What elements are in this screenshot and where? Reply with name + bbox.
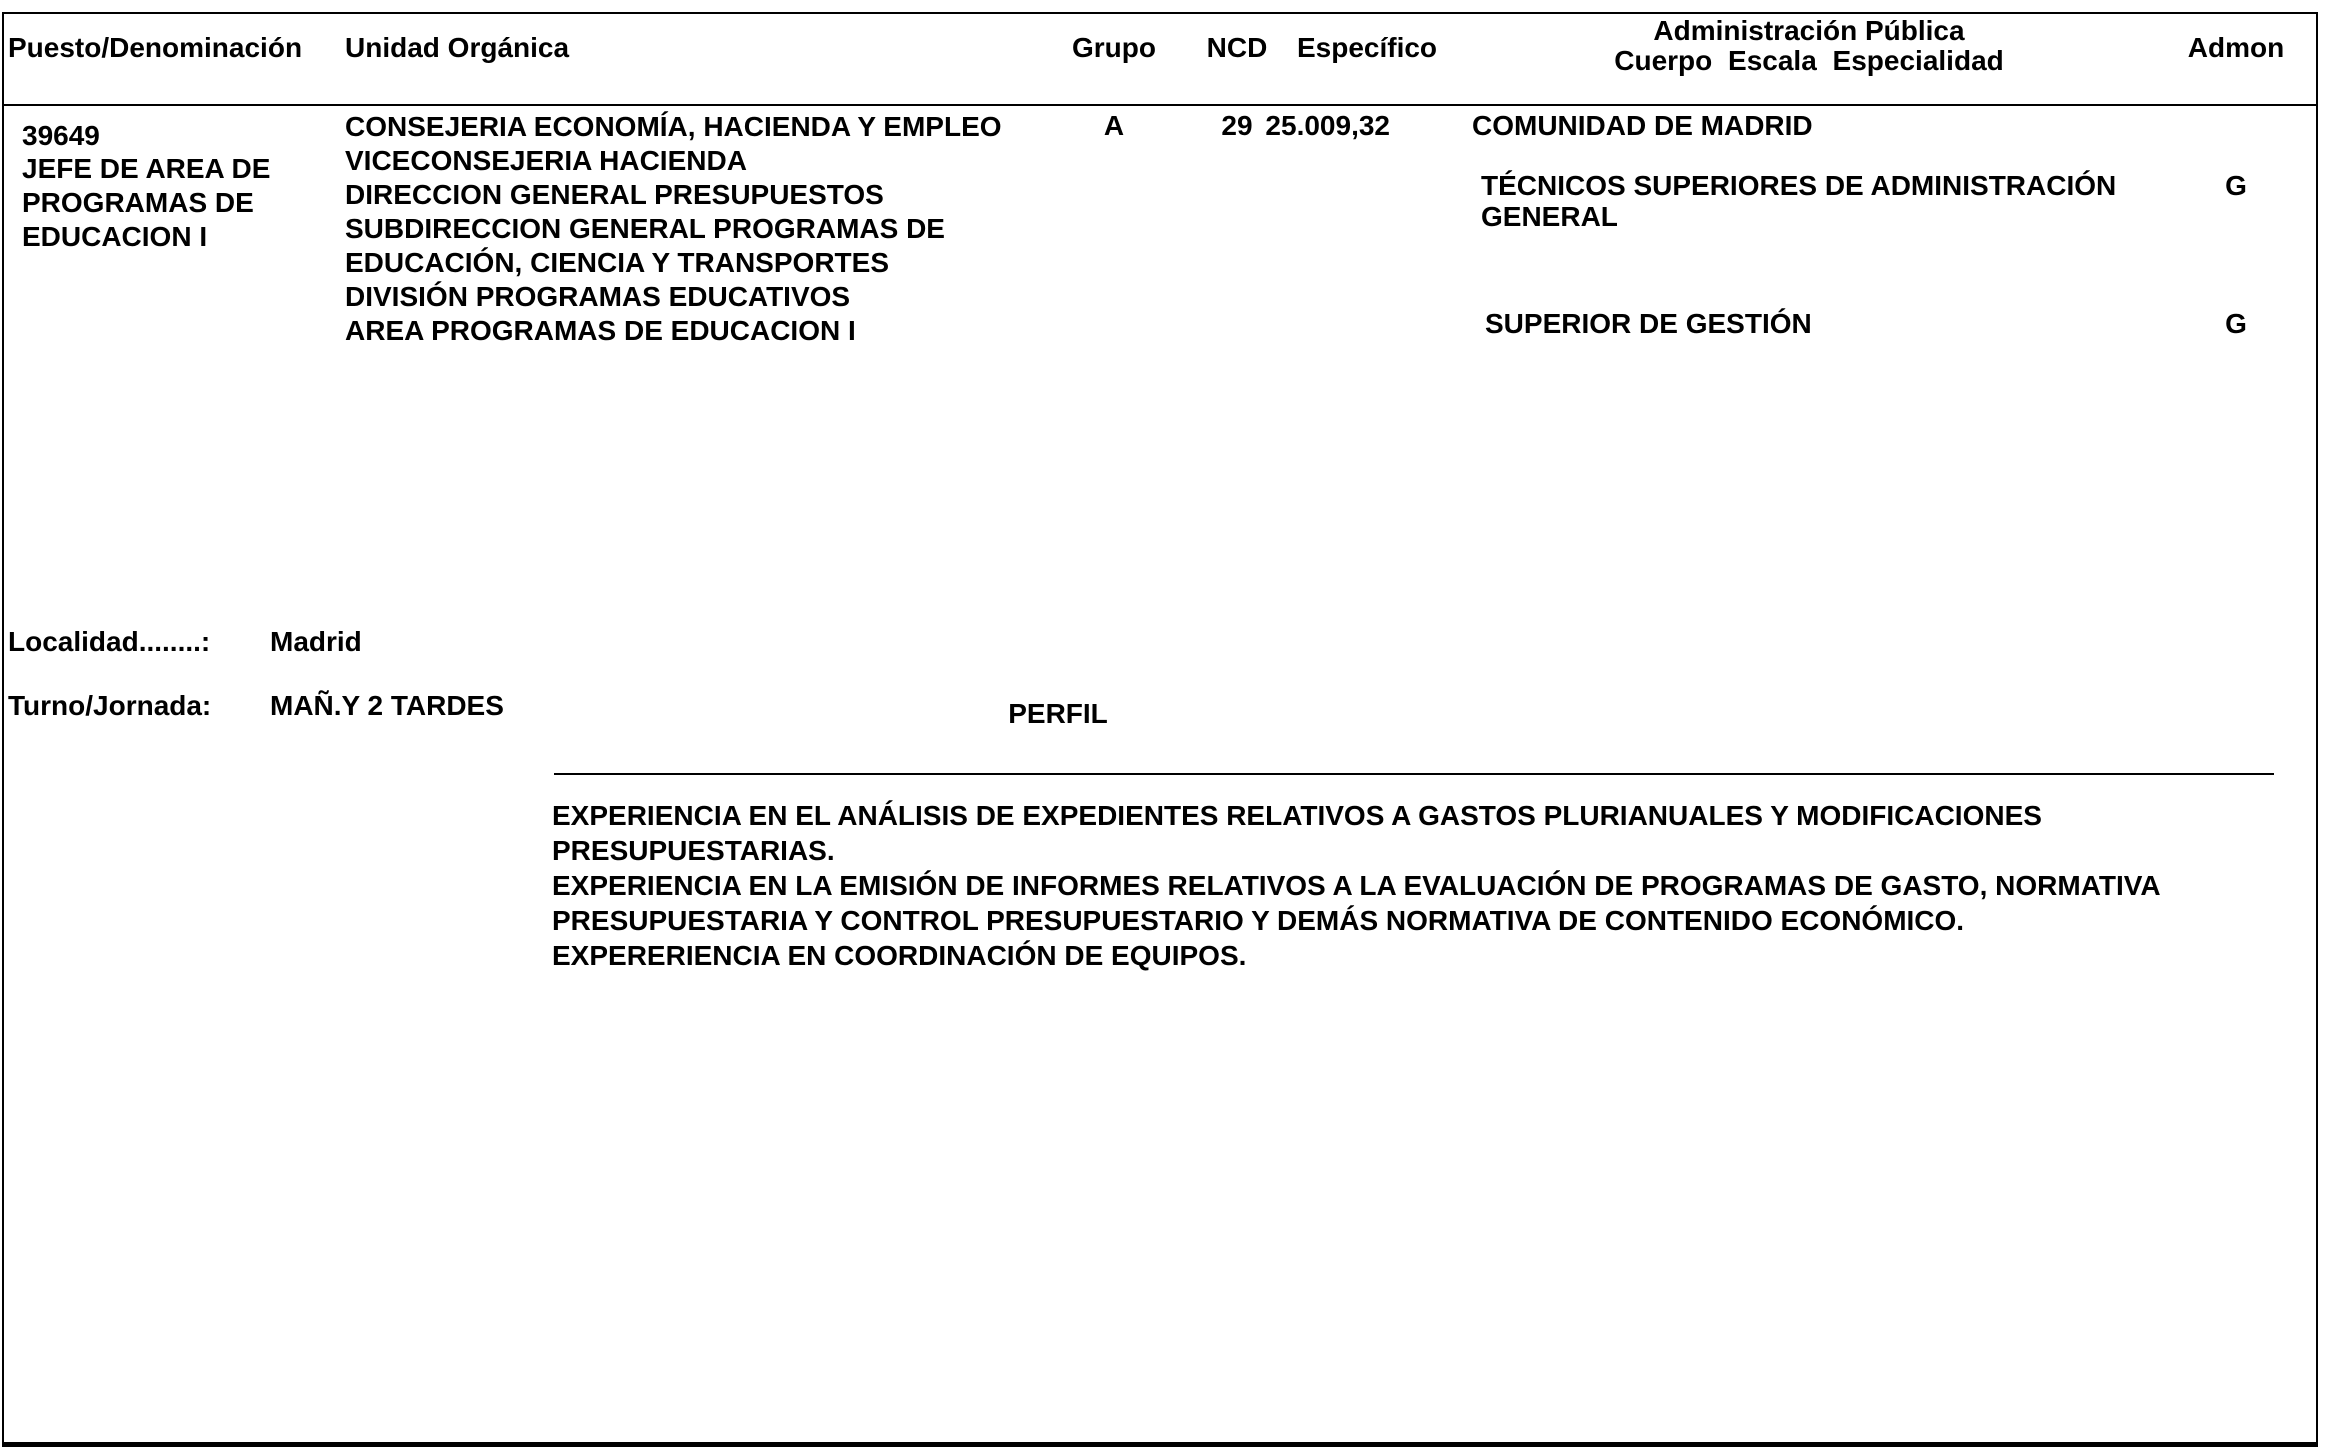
unidad-organica-block [345,110,1002,348]
column-header-puesto: Puesto/Denominación [8,32,303,63]
perfil-text-line: EXPERIENCIA EN EL ANÁLISIS DE EXPEDIENTES RELATIVOS A GASTOS PLURIANUALES Y MODIFICACIONES [552,800,2042,831]
cuerpo-item-2-admon: G [2225,308,2247,339]
perfil-heading: PERFIL [1008,698,1108,729]
position-title-line: EDUCACION I [22,221,208,252]
cuerpo-item-2: SUPERIOR DE GESTIÓN [1485,308,1812,339]
header-divider-line [2,104,2316,106]
column-header-especifico: Específico [1296,32,1438,63]
column-header-administracion-publica-line1: Administración Pública [1653,15,1965,46]
unidad-organica-line: VICECONSEJERIA HACIENDA [345,145,747,176]
especifico-value: 25.009,32 [1265,110,1390,141]
unidad-organica-line: SUBDIRECCION GENERAL PROGRAMAS DE [345,213,945,244]
unidad-organica-line: DIVISIÓN PROGRAMAS EDUCATIVOS [345,281,851,312]
unidad-organica-line: CONSEJERIA ECONOMÍA, HACIENDA Y EMPLEO [345,111,1002,142]
perfil-text-line: PRESUPUESTARIAS. [552,835,835,866]
unidad-organica-line: DIRECCION GENERAL PRESUPUESTOS [345,179,884,210]
localidad-value: Madrid [270,626,362,657]
perfil-text-block [552,798,2161,973]
perfil-text-line: EXPERIENCIA EN LA EMISIÓN DE INFORMES RELATIVOS A LA EVALUACIÓN DE PROGRAMAS DE GASTO, NORMATIVA [552,870,2161,901]
position-title [22,152,270,254]
administracion-publica-value: COMUNIDAD DE MADRID [1472,110,1813,141]
cuerpo-item-1 [1481,170,2116,232]
column-header-ncd: NCD [1206,32,1268,63]
cuerpo-item-1-line: GENERAL [1481,201,1618,232]
column-header-grupo: Grupo [1072,32,1156,63]
unidad-organica-line: EDUCACIÓN, CIENCIA Y TRANSPORTES [345,247,889,278]
cuerpo-item-1-admon: G [2225,170,2247,201]
turno-jornada-label: Turno/Jornada: [8,690,212,721]
localidad-label: Localidad........: [8,626,211,657]
column-header-admon: Admon [2187,32,2285,63]
cuerpo-item-1-line: TÉCNICOS SUPERIORES DE ADMINISTRACIÓN [1481,170,2117,201]
unidad-organica-line: AREA PROGRAMAS DE EDUCACION I [345,315,856,346]
column-header-administracion-publica [1478,16,2140,76]
position-title-line: PROGRAMAS DE [22,187,254,218]
ncd-value: 29 [1221,110,1253,141]
position-code: 39649 [22,120,100,151]
position-title-line: JEFE DE AREA DE [22,153,271,184]
grupo-value: A [1103,110,1125,141]
perfil-text-line: EXPERERIENCIA EN COORDINACIÓN DE EQUIPOS. [552,940,1247,971]
perfil-divider-line [554,773,2274,775]
column-header-unidad-organica: Unidad Orgánica [345,32,570,63]
column-header-cuerpo-escala-especialidad: Cuerpo Escala Especialidad [1614,45,2004,76]
turno-jornada-value: MAÑ.Y 2 TARDES [270,690,504,721]
perfil-text-line: PRESUPUESTARIA Y CONTROL PRESUPUESTARIO Y DEMÁS NORMATIVA DE CONTENIDO ECONÓMICO. [552,905,1965,936]
